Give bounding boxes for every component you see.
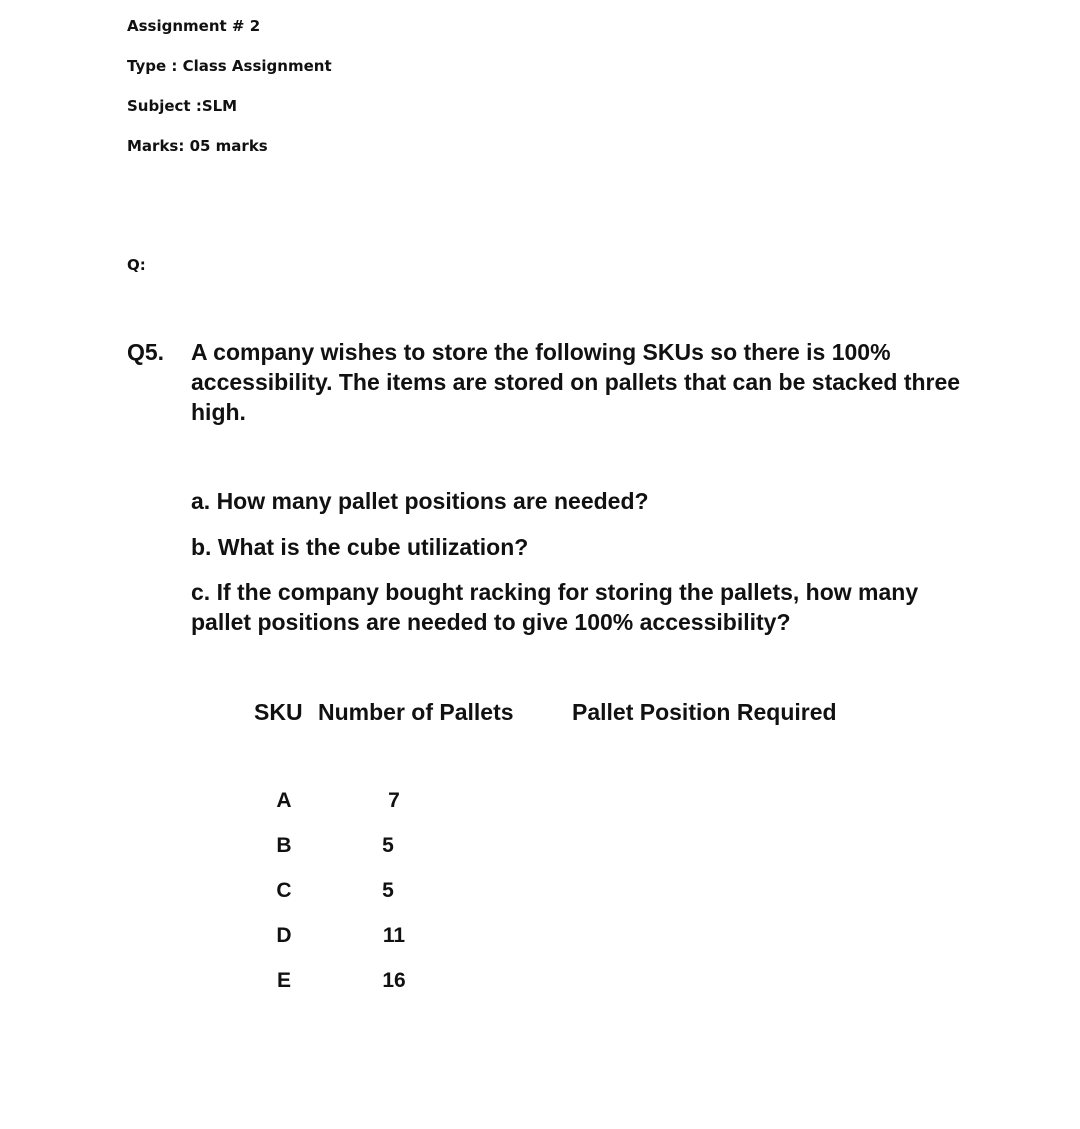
assignment-type: Type : Class Assignment [127,57,332,75]
table-cell-sku: A [276,789,292,812]
assignment-number: Assignment # 2 [127,17,261,35]
table-cell-sku: D [276,924,292,947]
question-part-a: a. How many pallet positions are needed? [191,488,649,514]
assignment-subject: Subject :SLM [127,97,238,115]
table-cell-pallets: 16 [382,969,406,992]
table-cell-pallets: 5 [382,879,394,902]
table-cell-pallets: 5 [382,834,394,857]
table-cell-pallets: 11 [382,924,406,947]
question-part-b: b. What is the cube utilization? [191,534,529,560]
table-cell-sku: E [276,969,291,992]
question-number: Q5. [127,339,165,365]
question-label: Q: [127,256,146,274]
table-header-positions: Pallet Position Required [572,699,837,725]
table-cell-sku: B [276,834,292,857]
table-cell-sku: C [276,879,292,902]
table-cell-pallets: 7 [388,789,400,812]
table-header-pallets: Number of Pallets [318,699,514,725]
question-part-c: c. If the company bought racking for storing the pallets, how many pallet positions are needed to give 100% accessibility? [191,579,938,635]
table-header-sku: SKU [254,699,303,725]
assignment-marks: Marks: 05 marks [127,137,268,155]
question-text: A company wishes to store the following SKUs so there is 100% accessibility. The items are stored on pallets that can be stacked three high. [191,339,961,425]
